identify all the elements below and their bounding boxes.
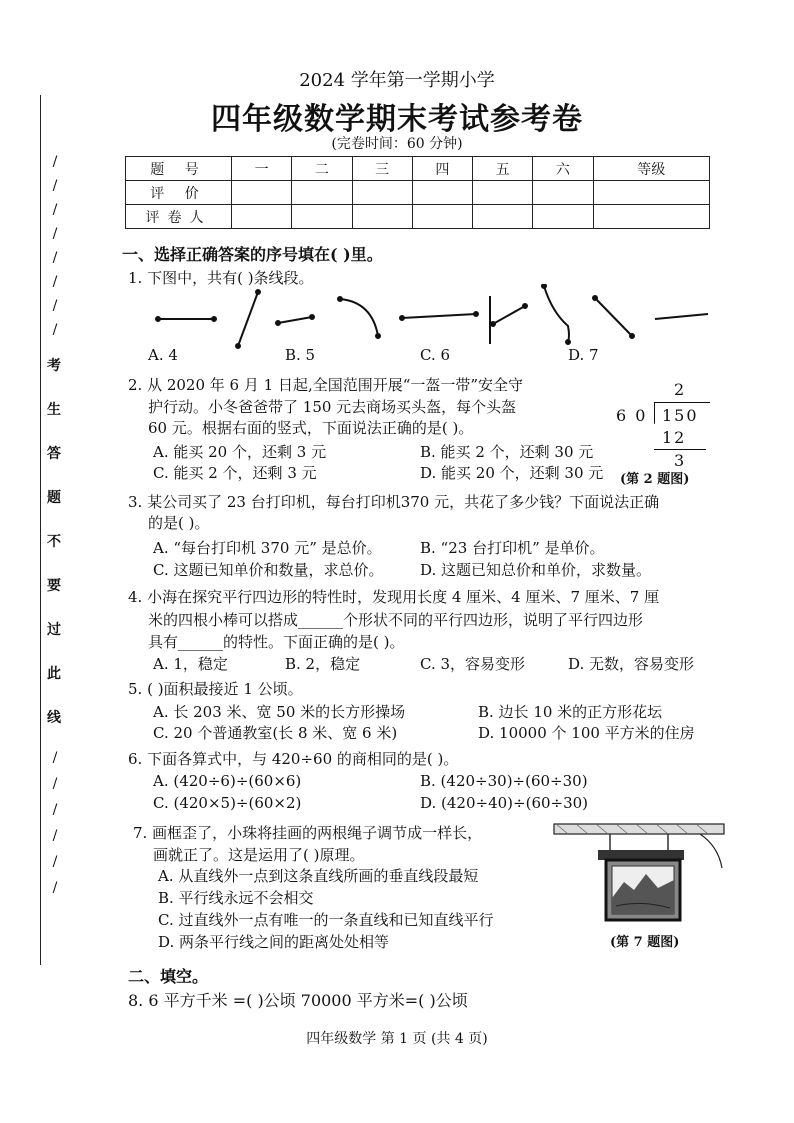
binding-char: 过 <box>47 622 61 638</box>
q2-option-a[interactable]: A. 能买 20 个，还剩 3 元 <box>153 443 327 461</box>
score-cell[interactable] <box>292 181 352 205</box>
q2-line: 60 元。根据右面的竖式，下面说法正确的是( )。 <box>148 419 474 437</box>
binding-mark: / <box>52 854 58 870</box>
binding-char: 答 <box>47 446 61 462</box>
q2-line: 2. 从 2020 年 6 月 1 日起,全国范围开展“一盔一带”安全守 <box>128 376 524 394</box>
q2-caption: (第 2 题图) <box>620 472 690 487</box>
q2-option-c[interactable]: C. 能买 2 个，还剩 3 元 <box>153 464 317 482</box>
score-cell[interactable] <box>593 205 710 229</box>
score-col-header: 等级 <box>593 157 710 181</box>
q1-option-d[interactable]: D. 7 <box>568 346 599 364</box>
binding-char: 线 <box>47 710 61 726</box>
score-col-header: 四 <box>412 157 472 181</box>
binding-mark: / <box>52 202 58 218</box>
q4-option-c[interactable]: C. 3，容易变形 <box>420 655 526 673</box>
division-quotient: 2 <box>674 380 685 399</box>
q6-option-c[interactable]: C. (420×5)÷(60×2) <box>153 794 302 812</box>
score-cell[interactable] <box>232 205 292 229</box>
score-cell[interactable] <box>473 181 533 205</box>
q2-option-d[interactable]: D. 能买 20 个，还剩 30 元 <box>420 464 604 482</box>
q3-option-b[interactable]: B. “23 台打印机” 是单价。 <box>420 539 605 557</box>
q2-option-b[interactable]: B. 能买 2 个，还剩 30 元 <box>420 443 594 461</box>
binding-mark: / <box>52 322 58 338</box>
score-cell[interactable] <box>473 205 533 229</box>
binding-char: 此 <box>47 666 61 682</box>
q1-option-a[interactable]: A. 4 <box>148 346 178 364</box>
q3-line: 的是( )。 <box>148 514 210 532</box>
q6-option-a[interactable]: A. (420÷6)÷(60×6) <box>153 772 302 790</box>
score-cell[interactable] <box>412 181 472 205</box>
score-col-header: 三 <box>352 157 412 181</box>
q7-option-d[interactable]: D. 两条平行线之间的距离处处相等 <box>158 933 390 951</box>
score-cell[interactable] <box>232 181 292 205</box>
q7-line: 7. 画框歪了，小珠将挂画的两根绳子调节成一样长， <box>133 824 483 842</box>
q7-line: 画就正了。这是运用了( )原理。 <box>153 846 365 864</box>
q7-option-a[interactable]: A. 从直线外一点到这条直线所画的垂直线段最短 <box>158 867 479 885</box>
q7-hanging-picture-figure <box>550 820 730 935</box>
q5-option-d[interactable]: D. 10000 个 100 平方米的住房 <box>478 724 695 742</box>
binding-mark: / <box>52 802 58 818</box>
q1-option-b[interactable]: B. 5 <box>285 346 316 364</box>
binding-bottom-marks <box>46 745 64 901</box>
exam-title: 四年级数学期末考试参考卷 <box>211 102 583 137</box>
binding-char: 生 <box>47 402 61 418</box>
score-col-header: 五 <box>473 157 533 181</box>
q2-line: 护行动。小冬爸爸带了 150 元去商场买头盔，每个头盔 <box>148 398 517 416</box>
score-col-header: 题 号 <box>126 157 232 181</box>
division-remainder: 3 <box>674 451 685 470</box>
page-footer: 四年级数学 第 1 页 (共 4 页) <box>306 1031 488 1047</box>
q3-option-c[interactable]: C. 这题已知单价和数量，求总价。 <box>153 561 384 579</box>
division-dividend: 150 <box>662 406 699 425</box>
q6-text: 6. 下面各算式中，与 420÷60 的商相同的是( )。 <box>128 750 459 768</box>
division-divisor: 6 0 <box>616 406 648 425</box>
q4-option-b[interactable]: B. 2，稳定 <box>285 655 361 673</box>
binding-mark: / <box>52 154 58 170</box>
q3-line: 3. 某公司买了 23 台打印机，每台打印机370 元，共花了多少钱？下面说法正确 <box>128 493 660 511</box>
binding-mark: / <box>52 178 58 194</box>
q5-option-b[interactable]: B. 边长 10 米的正方形花坛 <box>478 703 663 721</box>
q4-option-a[interactable]: A. 1，稳定 <box>153 655 228 673</box>
binding-warning <box>43 355 65 751</box>
score-cell[interactable] <box>533 205 593 229</box>
section-1-title: 一、选择正确答案的序号填在( )里。 <box>122 245 383 264</box>
binding-mark: / <box>52 250 58 266</box>
score-table-header-row <box>126 157 710 181</box>
binding-mark: / <box>52 274 58 290</box>
q1-text: 1. 下图中，共有( )条线段。 <box>128 269 314 287</box>
binding-char: 要 <box>47 578 61 594</box>
binding-char: 考 <box>47 358 61 374</box>
binding-char: 题 <box>47 490 61 506</box>
score-table-row <box>126 181 710 205</box>
score-row-label: 评卷人 <box>126 205 232 229</box>
binding-mark: / <box>52 880 58 896</box>
binding-mark: / <box>52 828 58 844</box>
score-cell[interactable] <box>593 181 710 205</box>
q7-option-b[interactable]: B. 平行线永远不会相交 <box>158 889 314 907</box>
q3-option-d[interactable]: D. 这题已知总价和单价，求数量。 <box>420 561 652 579</box>
q5-option-c[interactable]: C. 20 个普通教室(长 8 米、宽 6 米) <box>153 724 398 742</box>
score-col-header: 六 <box>533 157 593 181</box>
score-table <box>125 156 710 229</box>
q7-caption: (第 7 题图) <box>610 935 680 950</box>
q4-line: 具有______的特性。下面正确的是( )。 <box>148 633 405 651</box>
binding-top-marks <box>46 150 64 342</box>
q4-line: 米的四根小棒可以搭成______个形状不同的平行四边形，说明了平行四边形 <box>148 611 644 629</box>
binding-char: 不 <box>47 534 61 550</box>
q4-option-d[interactable]: D. 无数，容易变形 <box>568 655 695 673</box>
score-cell[interactable] <box>533 181 593 205</box>
division-product: 12 <box>662 428 687 447</box>
exam-time: (完卷时间：60 分钟) <box>331 136 463 152</box>
section-2-title: 二、填空。 <box>128 967 209 986</box>
binding-mark: / <box>52 226 58 242</box>
score-col-header: 二 <box>292 157 352 181</box>
binding-mark: / <box>52 776 58 792</box>
score-row-label: 评 价 <box>126 181 232 205</box>
binding-mark: / <box>52 298 58 314</box>
binding-mark: / <box>52 750 58 766</box>
score-cell[interactable] <box>352 181 412 205</box>
q4-line: 4. 小海在探究平行四边形的特性时，发现用长度 4 厘米、4 厘米、7 厘米、7 厘 <box>128 588 660 606</box>
q8-text: 8. 6 平方千米 =( )公顷 70000 平方米=( )公顷 <box>128 991 468 1010</box>
exam-subtitle: 2024 学年第一学期小学 <box>299 70 495 91</box>
q6-option-b[interactable]: B. (420÷30)÷(60÷30) <box>420 772 588 790</box>
score-cell[interactable] <box>292 205 352 229</box>
score-cell[interactable] <box>412 205 472 229</box>
q2-division-figure <box>612 378 722 473</box>
q5-option-a[interactable]: A. 长 203 米、宽 50 米的长方形操场 <box>153 703 406 721</box>
score-col-header: 一 <box>232 157 292 181</box>
q5-text: 5. ( )面积最接近 1 公顷。 <box>128 680 303 698</box>
score-table-row <box>126 205 710 229</box>
q1-option-c[interactable]: C. 6 <box>420 346 451 364</box>
q7-option-c[interactable]: C. 过直线外一点有唯一的一条直线和已知直线平行 <box>158 911 494 929</box>
q3-option-a[interactable]: A. “每台打印机 370 元” 是总价。 <box>153 539 382 557</box>
score-cell[interactable] <box>352 205 412 229</box>
q6-option-d[interactable]: D. (420÷40)÷(60÷30) <box>420 794 589 812</box>
binding-line <box>40 95 41 965</box>
